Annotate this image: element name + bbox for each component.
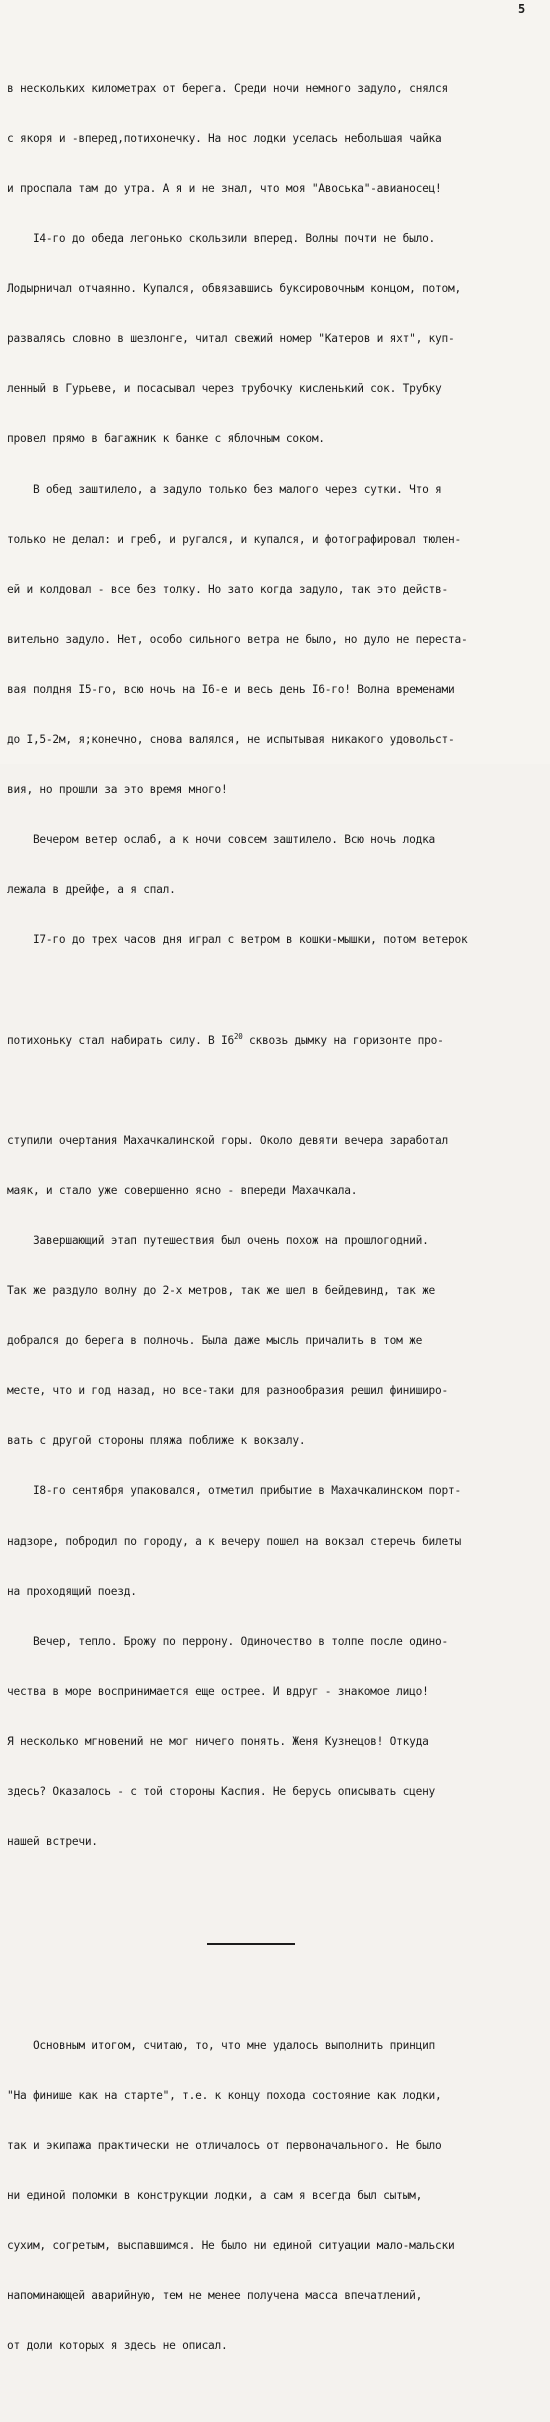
text-line: от доли которых я здесь не описал.: [7, 2339, 228, 2353]
text-line: ленный в Гурьеве, и посасывал через трубочку кисленький сок. Трубку: [7, 382, 442, 396]
text-line: Я несколько мгновений не мог ничего понять. Женя Кузнецов! Откуда: [7, 1734, 429, 1748]
text-line: Лодырничал отчаянно. Купался, обвязавшись буксировочным концом, потом,: [7, 282, 461, 296]
text-line: Завершающий этап путешествия был очень похож на прошлогодний.: [7, 1234, 429, 1247]
page-number: 5: [518, 2, 526, 16]
text-line: ни единой поломки в конструкции лодки, а сам я всегда был сытым,: [7, 2189, 423, 2203]
text-line: провел прямо в багажник к банке с яблочным соком.: [7, 432, 325, 446]
text-line: Так же раздуло волну до 2-х метров, так же шел в бейдевинд, так же: [7, 1284, 436, 1298]
text-line: с якоря и -вперед,потихонечку. На нос лодки уселась небольшая чайка: [7, 131, 442, 145]
text-line: на проходящий поезд.: [7, 1584, 137, 1598]
text-line: I8-го сентября упаковался, отметил прибытие в Махачкалинском порт-: [7, 1484, 461, 1498]
text-segment: сквозь дымку на горизонте про-: [242, 1033, 444, 1047]
text-line: нашей встречи.: [7, 1835, 98, 1849]
section-divider: [207, 1943, 295, 1945]
text-line: напоминающей аварийную, тем не менее получена масса впечатлений,: [7, 2289, 423, 2303]
text-line: в нескольких километрах от берега. Среди ночи немного задуло, снялся: [7, 81, 449, 95]
text-line: только не делал: и греб, и ругался, и купался, и фотографировал тюлен-: [7, 532, 461, 546]
paragraph-block-2: [7, 1099, 547, 1884]
text-line: до I,5-2м, я;конечно, снова валялся, не испытывая никакого удовольст-: [7, 733, 455, 747]
superscript-time: 20: [234, 1031, 243, 1041]
text-line: вия, но прошли за это время много!: [7, 783, 228, 797]
text-line: добрался до берега в полночь. Была даже мысль причалить в том же: [7, 1334, 423, 1348]
text-line: Основным итогом, считаю, то, что мне удалось выполнить принцип: [7, 2038, 436, 2052]
text-line: вительно задуло. Нет, особо сильного ветра не было, но дуло не переста-: [7, 632, 468, 646]
body-text: [7, 14, 547, 2422]
text-line: так и экипажа практически не отличалось от первоначального. Не было: [7, 2139, 442, 2153]
text-line: сухим, согретым, выспавшимся. Не было ни единой ситуации мало-мальски: [7, 2239, 455, 2253]
text-line: маяк, и стало уже совершенно ясно - впереди Махачкала.: [7, 1183, 358, 1197]
text-line: Вечер, тепло. Брожу по перрону. Одиночество в толпе после одино-: [7, 1634, 449, 1648]
text-line: чества в море воспринимается еще острее. И вдруг - знакомое лицо!: [7, 1684, 429, 1698]
text-line: надзоре, побродил по городу, а к вечеру пошел на вокзал стеречь билеты: [7, 1534, 461, 1548]
text-line: вать с другой стороны пляжа поближе к вокзалу.: [7, 1434, 306, 1448]
text-line: месте, что и год назад, но все-таки для разнообразия решил финиширо-: [7, 1384, 449, 1398]
text-line: I4-го до обеда легонько скользили вперед. Волны почти не было.: [7, 232, 436, 246]
text-line: лежала в дрейфе, а я спал.: [7, 883, 176, 897]
section-divider-area: [7, 1934, 547, 1954]
text-line: вая полдня I5-го, всю ночь на I6-е и весь день I6-го! Волна временами: [7, 682, 455, 696]
text-line: "На финише как на старте", т.е. к концу похода состояние как лодки,: [7, 2088, 442, 2102]
text-line: ей и колдовал - все без толку. Но зато когда задуло, так это действ-: [7, 582, 449, 596]
text-line: здесь? Оказалось - с той стороны Каспия. Не берусь описывать сцену: [7, 1785, 436, 1799]
text-segment: потихоньку стал набирать силу. В I6: [7, 1033, 234, 1047]
text-line-with-superscript: [7, 1033, 547, 1050]
text-line: I7-го до трех часов дня играл с ветром в кошки-мышки, потом ветерок: [7, 933, 468, 947]
text-line: Вечером ветер ослаб, а к ночи совсем заштилело. Всю ночь лодка: [7, 833, 436, 847]
paragraph-block-3: [7, 2004, 547, 2388]
text-line: и проспала там до утра. А я и не знал, что моя "Авоська"-авианосец!: [7, 182, 442, 195]
text-line: В обед заштилело, а задуло только без малого через сутки. Что я: [7, 482, 442, 496]
text-line: ступили очертания Махачкалинской горы. Около девяти вечера заработал: [7, 1133, 449, 1147]
text-line: развалясь словно в шезлонге, читал свежий номер "Катеров и яхт", куп-: [7, 332, 455, 346]
paragraph-block-1: [7, 47, 547, 982]
